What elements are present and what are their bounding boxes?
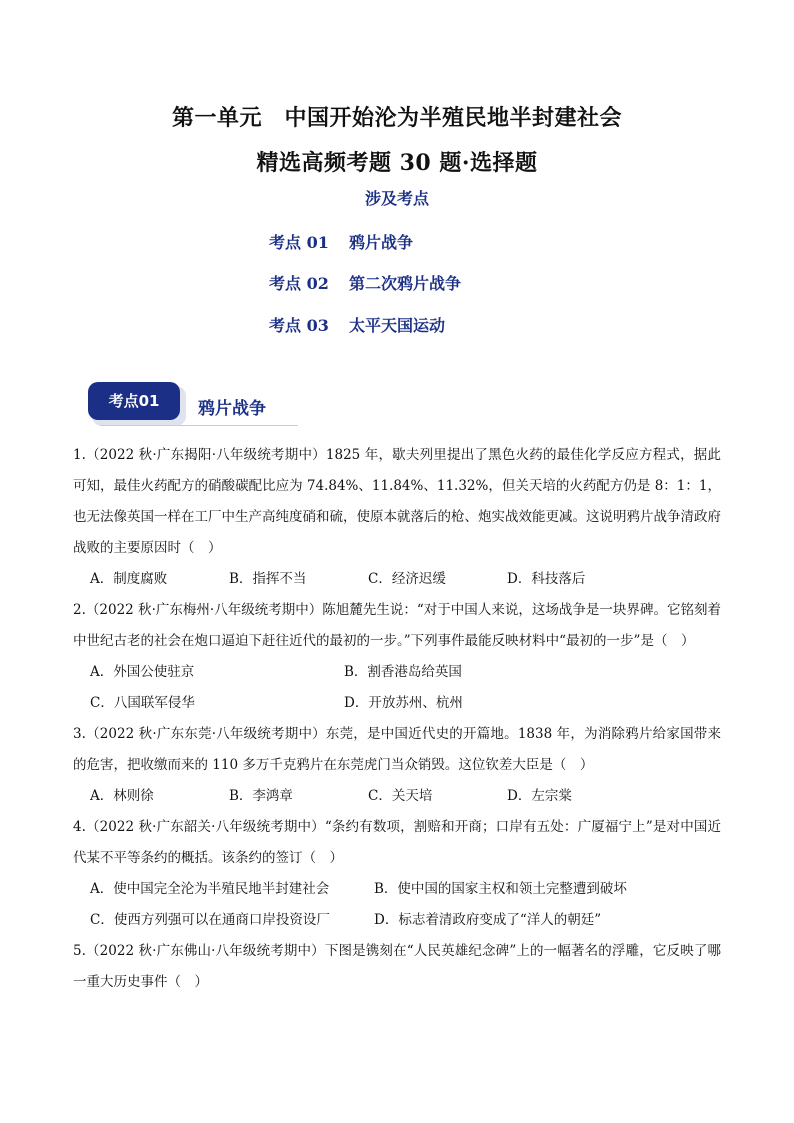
option-d[interactable]: D．左宗棠 — [507, 788, 572, 804]
page-subtitle: 精选高频考题 30 题·选择题 — [256, 150, 538, 176]
question-options-3 — [73, 781, 721, 812]
option-a[interactable]: A．外国公使驻京 — [90, 664, 195, 680]
key-point-01[interactable] — [269, 230, 413, 253]
option-d[interactable]: D．标志着清政府变成了“洋人的朝廷” — [374, 912, 602, 928]
section-badge-label: 考点01 — [88, 382, 180, 420]
question-list — [73, 440, 721, 998]
question-stem-1: 1.（2022 秋·广东揭阳·八年级统考期中）1825 年，歇夫列里提出了黑色火药的最佳化学反应方程式，据此可知，最佳火药配方的硝酸碳配比应为 74.84%、11.84%、11.32%，但关天培的火药配方仍是 8：1：1，也无法像英国一样在工厂中生产高纯度硝和硫，使原本就落后的枪、炮实战效能更减。这说明鸦片战争清政府战败的主要原因时（ ） — [73, 447, 721, 556]
key-point-03[interactable] — [269, 313, 445, 336]
page-title: 第一单元 中国开始沦为半殖民地半封建社会 — [171, 105, 622, 131]
question-options-1 — [73, 564, 721, 595]
question-options-2 — [73, 657, 721, 688]
question-stem-2: 2.（2022 秋·广东梅州·八年级统考期中）陈旭麓先生说：“对于中国人来说，这场战争是一块界碑。它铭刻着中世纪古老的社会在炮口逼迫下赶往近代的最初的一步。”下列事件最能反映材料中“最初的一步”是（ ） — [73, 602, 721, 649]
section-divider — [100, 425, 298, 426]
option-b[interactable]: B．割香港岛给英国 — [344, 664, 462, 680]
key-point-number: 考点 03 — [269, 316, 329, 335]
question-stem-5: 5.（2022 秋·广东佛山·八年级统考期中）下图是镌刻在“人民英雄纪念碑”上的一幅著名的浮雕，它反映了哪一重大历史事件（ ） — [73, 943, 721, 990]
question-options-2b — [73, 688, 721, 719]
scope-label: 涉及考点 — [364, 189, 429, 208]
option-c[interactable]: C．经济迟缓 — [368, 571, 446, 587]
key-point-number: 考点 02 — [269, 274, 329, 293]
question-options-4b — [73, 905, 721, 936]
option-a[interactable]: A．使中国完全沦为半殖民地半封建社会 — [90, 881, 330, 897]
option-c[interactable]: C．使西方列强可以在通商口岸投资设厂 — [90, 912, 330, 928]
key-point-02[interactable] — [269, 271, 461, 294]
option-a[interactable]: A．林则徐 — [90, 788, 154, 804]
option-c[interactable]: C．八国联军侵华 — [90, 695, 195, 711]
option-d[interactable]: D．科技落后 — [507, 571, 586, 587]
question-options-4 — [73, 874, 721, 905]
option-c[interactable]: C．关天培 — [368, 788, 433, 804]
question-stem-3: 3.（2022 秋·广东东莞·八年级统考期中）东莞，是中国近代史的开篇地。1838 年，为消除鸦片给家国带来的危害，把收缴而来的 110 多万千克鸦片在东莞虎门当众销毁。这位钦差大臣是（ ） — [73, 726, 721, 773]
option-b[interactable]: B．李鸿章 — [229, 788, 293, 804]
key-point-name: 第二次鸦片战争 — [349, 274, 462, 293]
option-b[interactable]: B．指挥不当 — [229, 571, 307, 587]
question-stem-4: 4.（2022 秋·广东韶关·八年级统考期中）“条约有数项，割赔和开商；口岸有五处：广厦福宁上”是对中国近代某不平等条约的概括。该条约的签订（ ） — [73, 819, 721, 866]
key-point-number: 考点 01 — [269, 233, 329, 252]
option-b[interactable]: B．使中国的国家主权和领土完整遭到破坏 — [374, 881, 627, 897]
key-point-name: 鸦片战争 — [349, 233, 414, 252]
key-point-name: 太平天国运动 — [349, 316, 446, 335]
option-d[interactable]: D．开放苏州、杭州 — [344, 695, 463, 711]
option-a[interactable]: A．制度腐败 — [90, 571, 168, 587]
section-title: 鸦片战争 — [198, 399, 266, 419]
